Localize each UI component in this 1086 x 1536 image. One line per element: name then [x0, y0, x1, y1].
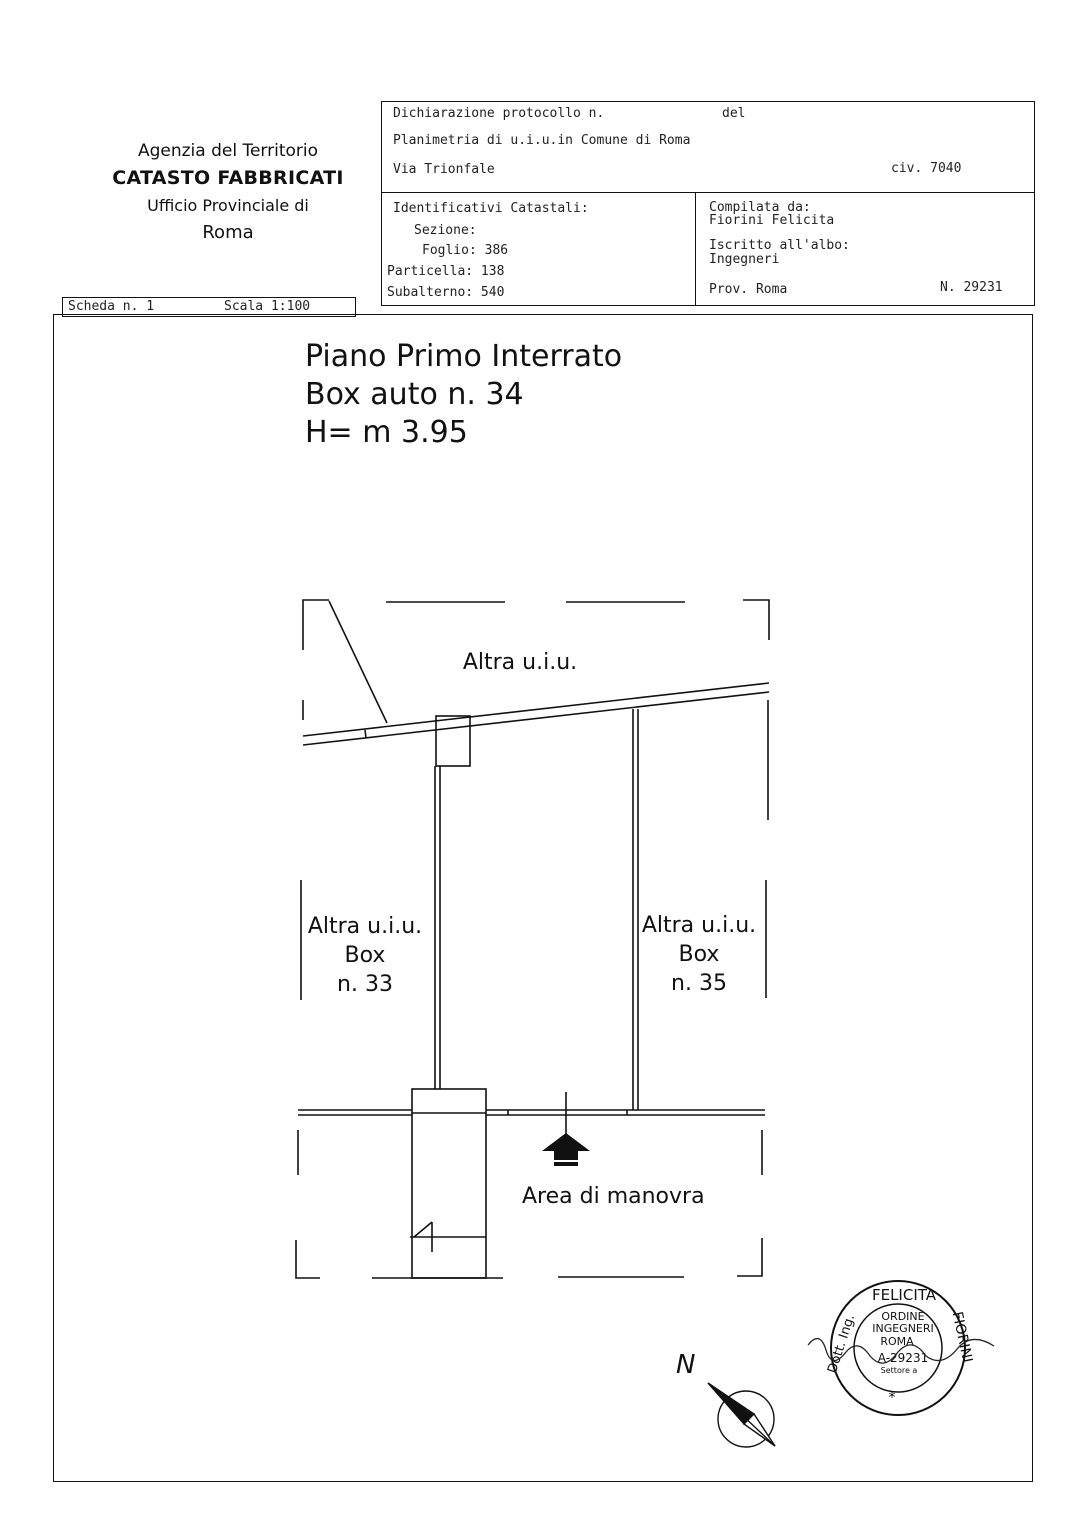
sezione-label: Sezione: — [414, 223, 477, 238]
label-box-35-line1: Altra u.i.u. — [641, 913, 757, 938]
dichiarazione-label: Dichiarazione protocollo n. — [393, 106, 605, 121]
albo-label: Ingegneri — [709, 252, 780, 267]
stamp-title: Dott. Ing. — [825, 1312, 859, 1376]
subalterno-label: Subalterno: 540 — [387, 285, 505, 300]
north-compass-icon — [708, 1383, 775, 1447]
ufficio-city: Roma — [202, 222, 254, 243]
plan-title-floor: Piano Primo Interrato — [305, 339, 623, 374]
civico-label: civ. 7040 — [891, 161, 962, 176]
label-box-33 — [300, 912, 430, 999]
scheda-label: Scheda n. 1 — [68, 299, 155, 314]
label-area-manovra: Area di manovra — [522, 1184, 705, 1209]
via-label: Via Trionfale — [393, 162, 495, 177]
stamp-star: * — [888, 1390, 896, 1406]
plan-title-box: Box auto n. 34 — [305, 377, 524, 412]
diagonal-wall — [329, 601, 387, 723]
entrance-arrow-icon — [542, 1133, 590, 1166]
scala-label: Scala 1:100 — [224, 299, 311, 314]
del-label: del — [722, 106, 746, 121]
foglio-label: Foglio: 386 — [422, 243, 509, 258]
label-box-35-line2: Box — [678, 942, 720, 967]
north-label: N — [676, 1350, 696, 1380]
label-box-33-line1: Altra u.i.u. — [307, 914, 423, 939]
label-box-33-line2: Box — [344, 943, 386, 968]
ramp-block — [412, 1089, 486, 1278]
column — [436, 716, 470, 766]
prov-label: Prov. Roma — [709, 282, 788, 297]
label-top-uiu: Altra u.i.u. — [462, 650, 578, 675]
ufficio-label: Ufficio Provinciale di — [147, 196, 309, 215]
compilata-title: Compilata da: — [709, 200, 811, 215]
wall-sloped — [303, 683, 769, 736]
stamp-surname: FIORINI — [948, 1310, 976, 1365]
stamp-roma: ROMA — [880, 1335, 914, 1348]
label-box-35 — [634, 911, 764, 998]
stamp-name: FELICITA — [871, 1286, 937, 1304]
plan-corner-topleft — [303, 600, 329, 605]
stamp-ingegneri: INGEGNERI — [872, 1322, 934, 1335]
planimetria-label: Planimetria di u.i.u.in Comune di Roma — [393, 133, 691, 148]
label-box-33-line3: n. 33 — [337, 972, 393, 997]
stamp-number: A-29231 — [877, 1351, 929, 1365]
identificativi-title: Identificativi Catastali: — [393, 201, 589, 216]
plan-corner-topright — [743, 600, 769, 640]
iscritto-label: Iscritto all'albo: — [709, 238, 850, 253]
numero-label: N. 29231 — [940, 280, 1003, 295]
agency-name: Agenzia del Territorio — [137, 141, 319, 161]
label-box-35-line3: n. 35 — [671, 971, 727, 996]
stamp-settore: Settore a — [880, 1366, 918, 1375]
compilata-name: Fiorini Felicita — [709, 213, 835, 228]
catasto-title: CATASTO FABBRICATI — [112, 167, 344, 189]
stamp-ordine: ORDINE — [881, 1310, 925, 1323]
plan-title-height: H= m 3.95 — [305, 415, 468, 450]
particella-label: Particella: 138 — [387, 264, 505, 279]
